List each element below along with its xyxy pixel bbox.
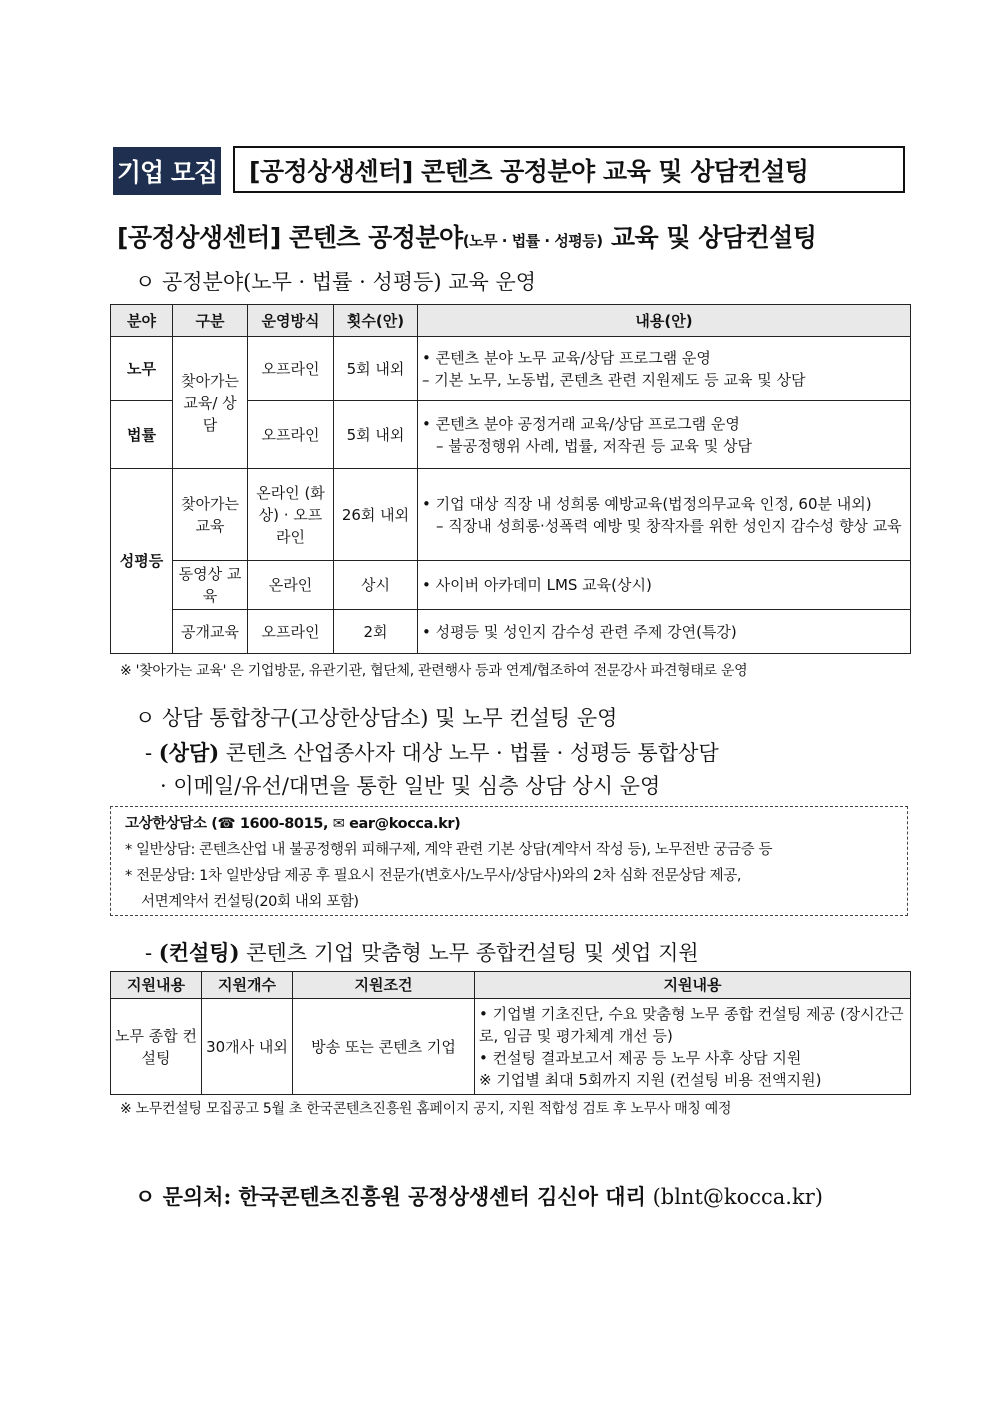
note-visit: ※ '찾아가는 교육' 은 기업방문, 유관기관, 협단체, 관련행사 등과 연계/협조하여 전문강사 파견형태로 운영 bbox=[120, 663, 748, 679]
cell-video: 동영상 교육 bbox=[173, 561, 248, 610]
cell-mixed: 온라인 (화상) · 오프라인 bbox=[248, 469, 334, 561]
cell-count-2: 5회 내외 bbox=[334, 401, 418, 469]
box-line-4: 서면계약서 컨설팅(20회 내외 포함) bbox=[141, 894, 359, 910]
law-line-2: – 불공정행위 사례, 법률, 저작권 등 교육 및 상담 bbox=[436, 436, 753, 455]
education-table bbox=[110, 304, 911, 654]
consult-prefix: - bbox=[145, 741, 159, 765]
consulting-label: (컨설팅) bbox=[158, 940, 240, 965]
cell2-count: 30개사 내외 bbox=[202, 999, 293, 1095]
heading-main-b: 교육 및 상담컨설팅 bbox=[602, 223, 817, 252]
cell-nomu-content bbox=[418, 337, 911, 401]
nomu-line-2: – 기본 노무, 노동법, 콘텐츠 관련 지원제도 등 교육 및 상담 bbox=[422, 370, 806, 389]
cell-visit1: 찾아가는 교육/ 상담 bbox=[173, 337, 248, 469]
cell2-name: 노무 종합 컨설팅 bbox=[111, 999, 202, 1095]
consulting-prefix: - bbox=[145, 941, 159, 965]
th-content: 내용(안) bbox=[418, 305, 911, 337]
contact-line bbox=[135, 1181, 823, 1211]
cell-count-5: 2회 bbox=[334, 610, 418, 654]
sex-line-2: – 직장내 성희롱·성폭력 예방 및 창작자를 위한 성인지 감수성 향상 교육 bbox=[436, 516, 902, 535]
cell-offline-2: 오프라인 bbox=[248, 401, 334, 469]
th-count: 횟수(안) bbox=[334, 305, 418, 337]
consult-label: (상담) bbox=[158, 740, 220, 765]
box-line-2: * 일반상담: 콘텐츠산업 내 불공정행위 피해구제, 계약 관련 기본 상담(계약서 작성 등), 노무전반 궁금증 등 bbox=[125, 842, 773, 858]
cell-count-3: 26회 내외 bbox=[334, 469, 418, 561]
section-education: ㅇ 공정분야(노무 · 법률 · 성평등) 교육 운영 bbox=[135, 270, 537, 294]
page-heading bbox=[117, 218, 816, 254]
note-consulting: ※ 노무컨설팅 모집공고 5월 초 한국콘텐츠진흥원 홈페이지 공지, 지원 적합성 검토 후 노무사 매칭 예정 bbox=[120, 1101, 732, 1117]
cell2-detail bbox=[475, 999, 911, 1095]
cell-count-1: 5회 내외 bbox=[334, 337, 418, 401]
box-line-1: 고상한상담소 (☎ 1600-8015, ✉ ear@kocca.kr) bbox=[125, 816, 461, 832]
cell-law-content bbox=[418, 401, 911, 469]
heading-small: (노무 · 법률 · 성평등) bbox=[462, 232, 603, 250]
nomu-line-1: • 콘텐츠 분야 노무 교육/상담 프로그램 운영 bbox=[422, 348, 711, 367]
recruit-tag: 기업 모집 bbox=[113, 147, 221, 195]
cell-nomu: 노무 bbox=[111, 337, 173, 401]
cell-online: 온라인 bbox=[248, 561, 334, 610]
th2-cond: 지원조건 bbox=[293, 972, 475, 999]
bullet-line: · 이메일/유선/대면을 통한 일반 및 심층 상담 상시 운영 bbox=[160, 774, 661, 798]
cell-open: 공개교육 bbox=[173, 610, 248, 654]
cell2-cond: 방송 또는 콘텐츠 기업 bbox=[293, 999, 475, 1095]
th2-detail: 지원내용 bbox=[475, 972, 911, 999]
cell-sex-equality: 성평등 bbox=[111, 469, 173, 654]
heading-main-a: [공정상생센터] 콘텐츠 공정분야 bbox=[117, 223, 463, 252]
title-box: [공정상생센터] 콘텐츠 공정분야 교육 및 상담컨설팅 bbox=[233, 146, 905, 193]
th2-count: 지원개수 bbox=[202, 972, 293, 999]
box-line-3: * 전문상담: 1차 일반상담 제공 후 필요시 전문가(변호사/노무사/상담사)와의 2차 심화 전문상담 제공, bbox=[125, 868, 742, 884]
consulting-line bbox=[145, 937, 699, 967]
cell-cyber: • 사이버 아카데미 LMS 교육(상시) bbox=[418, 561, 911, 610]
consult-line bbox=[145, 737, 719, 767]
cell-visit2: 찾아가는 교육 bbox=[173, 469, 248, 561]
sex-line-1: • 기업 대상 직장 내 성희롱 예방교육(법정의무교육 인정, 60분 내외) bbox=[422, 494, 872, 513]
section-consult: ㅇ 상담 통합창구(고상한상담소) 및 노무 컨설팅 운영 bbox=[135, 706, 618, 730]
contact-email: (blnt@kocca.kr) bbox=[645, 1185, 823, 1209]
cell-lecture: • 성평등 및 성인지 감수성 관련 주제 강연(특강) bbox=[418, 610, 911, 654]
counsel-box bbox=[110, 806, 908, 916]
th2-support: 지원내용 bbox=[111, 972, 202, 999]
cell-offline-3: 오프라인 bbox=[248, 610, 334, 654]
consulting-text: 콘텐츠 기업 맞춤형 노무 종합컨설팅 및 셋업 지원 bbox=[239, 941, 699, 965]
detail-line-2: • 컨설팅 결과보고서 제공 등 노무 사후 상담 지원 bbox=[479, 1048, 802, 1067]
cell-always: 상시 bbox=[334, 561, 418, 610]
detail-line-3: ※ 기업별 최대 5회까지 지원 (컨설팅 비용 전액지원) bbox=[479, 1070, 822, 1089]
consult-text: 콘텐츠 산업종사자 대상 노무 · 법률 · 성평등 통합상담 bbox=[219, 741, 719, 765]
contact-label: ㅇ 문의처: 한국콘텐츠진흥원 공정상생센터 김신아 대리 bbox=[135, 1184, 646, 1209]
consulting-table bbox=[110, 971, 911, 1095]
th-method: 운영방식 bbox=[248, 305, 334, 337]
th-field: 분야 bbox=[111, 305, 173, 337]
cell-sex-content bbox=[418, 469, 911, 561]
law-line-1: • 콘텐츠 분야 공정거래 교육/상담 프로그램 운영 bbox=[422, 414, 740, 433]
cell-offline-1: 오프라인 bbox=[248, 337, 334, 401]
th-type: 구분 bbox=[173, 305, 248, 337]
detail-line-1: • 기업별 기초진단, 수요 맞춤형 노무 종합 컨설팅 제공 (장시간근로, 임금 및 평가체계 개선 등) bbox=[479, 1004, 904, 1045]
cell-law: 법률 bbox=[111, 401, 173, 469]
